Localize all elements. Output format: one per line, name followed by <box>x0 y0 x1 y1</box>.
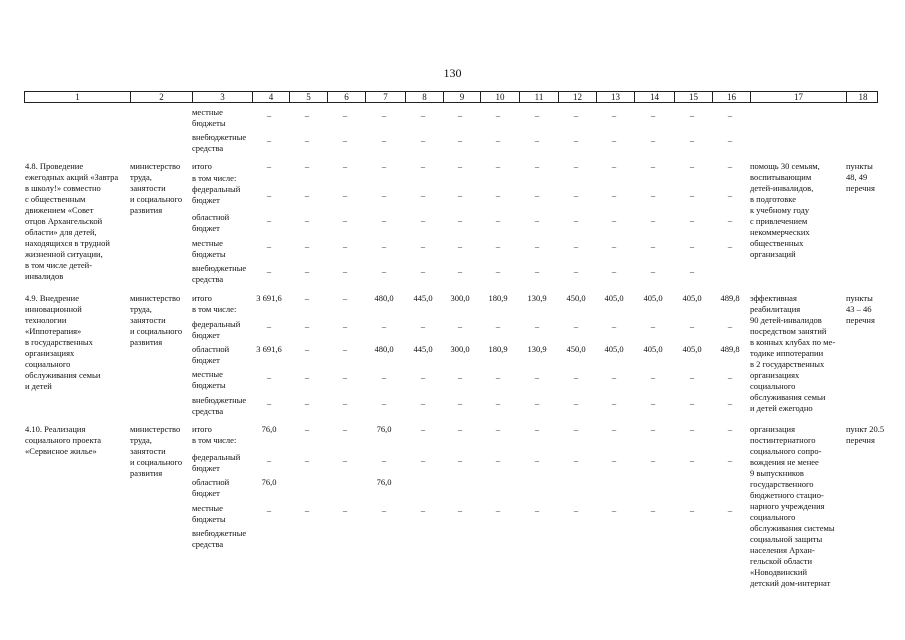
s49-federal-c16: – <box>727 321 733 331</box>
s410-total-c15: – <box>689 424 695 434</box>
s48-federal-c7: – <box>381 190 387 200</box>
s48-local-c9: – <box>457 241 463 251</box>
s410-federal-c7: – <box>381 455 387 465</box>
s49-regional-c13: 405,0 <box>604 344 624 354</box>
section-4-8-row-offbudget: внебюджетные средства <box>192 263 247 284</box>
s48-total-c14: – <box>650 161 656 171</box>
s410-local-c4: – <box>266 505 272 515</box>
s48-regional-c10: – <box>495 215 501 225</box>
header-cell-3: 3 <box>192 92 252 102</box>
s49-total-c7: 480,0 <box>374 293 394 303</box>
header-cell-13: 13 <box>596 92 634 102</box>
cont-row-offbudget-label: внебюджетные средства <box>192 132 247 153</box>
s48-total-c16: – <box>727 161 733 171</box>
section-4-9-result: эффективная реабилитация 90 детей-инвалидов посредством занятий в конных клубах по ме- тодике иппотерапии в 2 государственных организациях социального обслуживания семьи и детей ежегодно <box>750 293 836 413</box>
s49-local-c6: – <box>342 372 348 382</box>
s49-local-c14: – <box>650 372 656 382</box>
s48-total-c6: – <box>342 161 348 171</box>
s410-federal-c4: – <box>266 455 272 465</box>
section-4-8-row-total: итого <box>192 161 212 171</box>
s49-local-c12: – <box>573 372 579 382</box>
s49-local-c7: – <box>381 372 387 382</box>
section-4-10-row-federal: федеральный бюджет <box>192 452 241 473</box>
s48-local-c16: – <box>727 241 733 251</box>
s49-local-c9: – <box>457 372 463 382</box>
page-number: 130 <box>443 66 462 80</box>
s410-total-c10: – <box>495 424 501 434</box>
s48-offbudget-c13: – <box>611 266 617 276</box>
s48-federal-c4: – <box>266 190 272 200</box>
s49-offbudget-c15: – <box>689 398 695 408</box>
s410-total-c9: – <box>457 424 463 434</box>
s49-federal-c11: – <box>534 321 540 331</box>
cont-local-c7: – <box>381 110 387 120</box>
section-4-8-row-local: местные бюджеты <box>192 238 226 259</box>
s49-total-c14: 405,0 <box>643 293 663 303</box>
s48-offbudget-c15: – <box>689 266 695 276</box>
s410-total-c8: – <box>420 424 426 434</box>
s48-regional-c4: – <box>266 215 272 225</box>
cont-local-c14: – <box>650 110 656 120</box>
s49-offbudget-c6: – <box>342 398 348 408</box>
s410-local-c14: – <box>650 505 656 515</box>
cont-local-c11: – <box>534 110 540 120</box>
cont-local-c8: – <box>420 110 426 120</box>
s49-federal-c10: – <box>495 321 501 331</box>
section-4-9-row-total: итого в том числе: <box>192 293 237 314</box>
s48-regional-c11: – <box>534 215 540 225</box>
cont-offbudget-c6: – <box>342 135 348 145</box>
s49-total-c8: 445,0 <box>413 293 433 303</box>
section-4-9-row-offbudget: внебюджетные средства <box>192 395 247 416</box>
header-cell-10: 10 <box>480 92 519 102</box>
cont-offbudget-c12: – <box>573 135 579 145</box>
cont-offbudget-c5: – <box>304 135 310 145</box>
s49-regional-c7: 480,0 <box>374 344 394 354</box>
section-4-10-row-offbudget: внебюджетные средства <box>192 528 247 549</box>
s48-total-c7: – <box>381 161 387 171</box>
s49-offbudget-c4: – <box>266 398 272 408</box>
s48-local-c15: – <box>689 241 695 251</box>
header-cell-17: 17 <box>750 92 846 102</box>
section-4-8-ref: пункты 48, 49 перечня <box>846 161 875 193</box>
s49-total-c11: 130,9 <box>527 293 547 303</box>
s49-local-c5: – <box>304 372 310 382</box>
section-4-9-row-local: местные бюджеты <box>192 369 226 390</box>
header-cell-2: 2 <box>130 92 192 102</box>
s49-total-c6: – <box>342 293 348 303</box>
s410-total-c5: – <box>304 424 310 434</box>
section-4-8-executor: министерство труда, занятости и социального развития <box>130 161 183 215</box>
s49-offbudget-c11: – <box>534 398 540 408</box>
s49-offbudget-c16: – <box>727 398 733 408</box>
header-cell-18: 18 <box>846 92 879 102</box>
s49-offbudget-c5: – <box>304 398 310 408</box>
cont-row-local-label: местные бюджеты <box>192 107 226 128</box>
s410-local-c5: – <box>304 505 310 515</box>
header-cell-9: 9 <box>443 92 480 102</box>
header-cell-7: 7 <box>365 92 405 102</box>
s48-local-c5: – <box>304 241 310 251</box>
cont-local-c6: – <box>342 110 348 120</box>
s48-total-c12: – <box>573 161 579 171</box>
s410-local-c10: – <box>495 505 501 515</box>
cont-offbudget-c15: – <box>689 135 695 145</box>
s48-local-c12: – <box>573 241 579 251</box>
cont-local-c9: – <box>457 110 463 120</box>
s49-federal-c8: – <box>420 321 426 331</box>
s48-offbudget-c14: – <box>650 266 656 276</box>
s49-offbudget-c8: – <box>420 398 426 408</box>
s48-regional-c14: – <box>650 215 656 225</box>
s48-offbudget-c5: – <box>304 266 310 276</box>
header-cell-11: 11 <box>519 92 558 102</box>
section-4-8-result: помощь 30 семьям, воспитывающим детей-инвалидов, в подготовке к учебному году с привлечением некоммерческих общественных организаций <box>750 161 820 259</box>
s410-federal-c13: – <box>611 455 617 465</box>
s49-regional-c10: 180,9 <box>488 344 508 354</box>
s48-offbudget-c10: – <box>495 266 501 276</box>
s48-total-c15: – <box>689 161 695 171</box>
section-4-10-row-regional: областной бюджет <box>192 477 230 498</box>
s48-federal-c13: – <box>611 190 617 200</box>
s49-regional-c5: – <box>304 344 310 354</box>
s48-regional-c16: – <box>727 215 733 225</box>
s48-regional-c8: – <box>420 215 426 225</box>
s48-local-c13: – <box>611 241 617 251</box>
s48-federal-c6: – <box>342 190 348 200</box>
s410-federal-c15: – <box>689 455 695 465</box>
s48-total-c8: – <box>420 161 426 171</box>
section-4-9-title: 4.9. Внедрение инновационной технологии «Иппотерапия» в государственных организациях социального обслуживания семьи и детей <box>25 293 101 391</box>
s410-local-c12: – <box>573 505 579 515</box>
s48-regional-c12: – <box>573 215 579 225</box>
s48-federal-c5: – <box>304 190 310 200</box>
s410-federal-c9: – <box>457 455 463 465</box>
s49-local-c8: – <box>420 372 426 382</box>
s49-federal-c13: – <box>611 321 617 331</box>
s410-local-c7: – <box>381 505 387 515</box>
s48-federal-c10: – <box>495 190 501 200</box>
s48-local-c4: – <box>266 241 272 251</box>
s48-total-c11: – <box>534 161 540 171</box>
header-cell-6: 6 <box>327 92 365 102</box>
s49-offbudget-c13: – <box>611 398 617 408</box>
s49-offbudget-c9: – <box>457 398 463 408</box>
s410-total-c12: – <box>573 424 579 434</box>
s48-regional-c7: – <box>381 215 387 225</box>
s49-regional-c16: 489,8 <box>720 344 740 354</box>
cont-local-c13: – <box>611 110 617 120</box>
s49-regional-c6: – <box>342 344 348 354</box>
section-4-10-executor: министерство труда, занятости и социального развития <box>130 424 183 478</box>
s48-offbudget-c7: – <box>381 266 387 276</box>
s410-total-c11: – <box>534 424 540 434</box>
s48-local-c14: – <box>650 241 656 251</box>
s48-offbudget-c6: – <box>342 266 348 276</box>
s410-federal-c14: – <box>650 455 656 465</box>
s48-local-c7: – <box>381 241 387 251</box>
s49-total-c9: 300,0 <box>450 293 470 303</box>
header-cell-5: 5 <box>289 92 327 102</box>
section-4-9-ref: пункты 43 – 46 перечня <box>846 293 875 325</box>
section-4-10-title: 4.10. Реализация социального проекта «Сервисное жилье» <box>25 424 102 456</box>
s48-offbudget-c11: – <box>534 266 540 276</box>
s49-federal-c15: – <box>689 321 695 331</box>
s49-federal-c5: – <box>304 321 310 331</box>
header-cell-8: 8 <box>405 92 443 102</box>
s49-federal-c9: – <box>457 321 463 331</box>
section-4-8-row-federal: в том числе: федеральный бюджет <box>192 173 241 205</box>
s410-local-c13: – <box>611 505 617 515</box>
cont-local-c16: – <box>727 110 733 120</box>
cont-offbudget-c14: – <box>650 135 656 145</box>
cont-offbudget-c4: – <box>266 135 272 145</box>
s49-federal-c4: – <box>266 321 272 331</box>
section-4-9-executor: министерство труда, занятости и социального развития <box>130 293 183 347</box>
s48-offbudget-c9: – <box>457 266 463 276</box>
s410-federal-c10: – <box>495 455 501 465</box>
cont-offbudget-c9: – <box>457 135 463 145</box>
s410-total-c4: 76,0 <box>261 424 277 434</box>
column-header-row <box>24 91 878 103</box>
s48-federal-c12: – <box>573 190 579 200</box>
s49-total-c5: – <box>304 293 310 303</box>
s48-regional-c15: – <box>689 215 695 225</box>
s410-total-c6: – <box>342 424 348 434</box>
s410-regional-c7: 76,0 <box>376 477 392 487</box>
s48-regional-c9: – <box>457 215 463 225</box>
s49-total-c16: 489,8 <box>720 293 740 303</box>
cont-local-c15: – <box>689 110 695 120</box>
cont-offbudget-c7: – <box>381 135 387 145</box>
cont-offbudget-c16: – <box>727 135 733 145</box>
s48-offbudget-c8: – <box>420 266 426 276</box>
s49-local-c15: – <box>689 372 695 382</box>
section-4-9-row-regional: областной бюджет <box>192 344 230 365</box>
s48-total-c13: – <box>611 161 617 171</box>
section-4-10-row-total: итого в том числе: <box>192 424 237 445</box>
s48-total-c4: – <box>266 161 272 171</box>
s410-local-c16: – <box>727 505 733 515</box>
section-4-10-result: организация постинтернатного социального сопро- вождения не менее 9 выпускников государственного бюджетного стацио- нарного учреждения социального обслуживания системы социальной защиты населения Архан- гельской области «Новодвинский детский дом-интернат <box>750 424 835 588</box>
s48-total-c10: – <box>495 161 501 171</box>
s49-regional-c15: 405,0 <box>682 344 702 354</box>
s410-federal-c11: – <box>534 455 540 465</box>
cont-local-c10: – <box>495 110 501 120</box>
s410-federal-c8: – <box>420 455 426 465</box>
s48-local-c11: – <box>534 241 540 251</box>
cont-offbudget-c11: – <box>534 135 540 145</box>
s49-federal-c14: – <box>650 321 656 331</box>
s48-federal-c15: – <box>689 190 695 200</box>
cont-local-c12: – <box>573 110 579 120</box>
s410-total-c14: – <box>650 424 656 434</box>
s410-federal-c6: – <box>342 455 348 465</box>
section-4-8-row-regional: областной бюджет <box>192 212 230 233</box>
s49-total-c10: 180,9 <box>488 293 508 303</box>
s48-regional-c6: – <box>342 215 348 225</box>
s48-federal-c8: – <box>420 190 426 200</box>
s410-local-c11: – <box>534 505 540 515</box>
s410-local-c6: – <box>342 505 348 515</box>
section-4-10-ref: пункт 20.5 перечня <box>846 424 885 445</box>
s48-federal-c11: – <box>534 190 540 200</box>
s410-local-c15: – <box>689 505 695 515</box>
s410-federal-c16: – <box>727 455 733 465</box>
s49-local-c11: – <box>534 372 540 382</box>
s48-total-c9: – <box>457 161 463 171</box>
s48-local-c10: – <box>495 241 501 251</box>
s49-local-c10: – <box>495 372 501 382</box>
s48-total-c5: – <box>304 161 310 171</box>
cont-local-c5: – <box>304 110 310 120</box>
s410-total-c7: 76,0 <box>376 424 392 434</box>
cont-offbudget-c8: – <box>420 135 426 145</box>
s49-offbudget-c12: – <box>573 398 579 408</box>
s48-local-c8: – <box>420 241 426 251</box>
header-cell-12: 12 <box>558 92 596 102</box>
s410-local-c8: – <box>420 505 426 515</box>
s49-local-c16: – <box>727 372 733 382</box>
s410-total-c13: – <box>611 424 617 434</box>
s49-local-c4: – <box>266 372 272 382</box>
cont-local-c4: – <box>266 110 272 120</box>
header-cell-14: 14 <box>634 92 674 102</box>
s48-federal-c9: – <box>457 190 463 200</box>
s49-regional-c4: 3 691,6 <box>256 344 282 354</box>
section-4-9-row-federal: федеральный бюджет <box>192 319 241 340</box>
header-cell-16: 16 <box>712 92 750 102</box>
s48-federal-c16: – <box>727 190 733 200</box>
s48-regional-c13: – <box>611 215 617 225</box>
s49-total-c4: 3 691,6 <box>256 293 282 303</box>
s410-local-c9: – <box>457 505 463 515</box>
section-4-8-title: 4.8. Проведение ежегодных акций «Завтра в школу!» совместно с общественным движением «Совет отцов Архангельской области» для детей, находящихся в трудной жизненной ситуации, в том числе детей- инвалидов <box>25 161 119 281</box>
s49-offbudget-c14: – <box>650 398 656 408</box>
s49-total-c15: 405,0 <box>682 293 702 303</box>
section-4-10-row-local: местные бюджеты <box>192 503 226 524</box>
s48-offbudget-c12: – <box>573 266 579 276</box>
s410-total-c16: – <box>727 424 733 434</box>
s48-federal-c14: – <box>650 190 656 200</box>
header-cell-15: 15 <box>674 92 712 102</box>
s49-local-c13: – <box>611 372 617 382</box>
s410-federal-c5: – <box>304 455 310 465</box>
header-cell-4: 4 <box>252 92 289 102</box>
s48-offbudget-c4: – <box>266 266 272 276</box>
s49-regional-c11: 130,9 <box>527 344 547 354</box>
s49-regional-c8: 445,0 <box>413 344 433 354</box>
cont-offbudget-c10: – <box>495 135 501 145</box>
s49-federal-c12: – <box>573 321 579 331</box>
s49-regional-c12: 450,0 <box>566 344 586 354</box>
cont-offbudget-c13: – <box>611 135 617 145</box>
s49-regional-c9: 300,0 <box>450 344 470 354</box>
s48-local-c6: – <box>342 241 348 251</box>
s49-total-c13: 405,0 <box>604 293 624 303</box>
header-cell-1: 1 <box>75 92 80 102</box>
s49-federal-c6: – <box>342 321 348 331</box>
s49-total-c12: 450,0 <box>566 293 586 303</box>
s49-offbudget-c10: – <box>495 398 501 408</box>
s49-federal-c7: – <box>381 321 387 331</box>
s410-federal-c12: – <box>573 455 579 465</box>
s49-regional-c14: 405,0 <box>643 344 663 354</box>
s48-regional-c5: – <box>304 215 310 225</box>
s410-regional-c4: 76,0 <box>261 477 277 487</box>
s49-offbudget-c7: – <box>381 398 387 408</box>
